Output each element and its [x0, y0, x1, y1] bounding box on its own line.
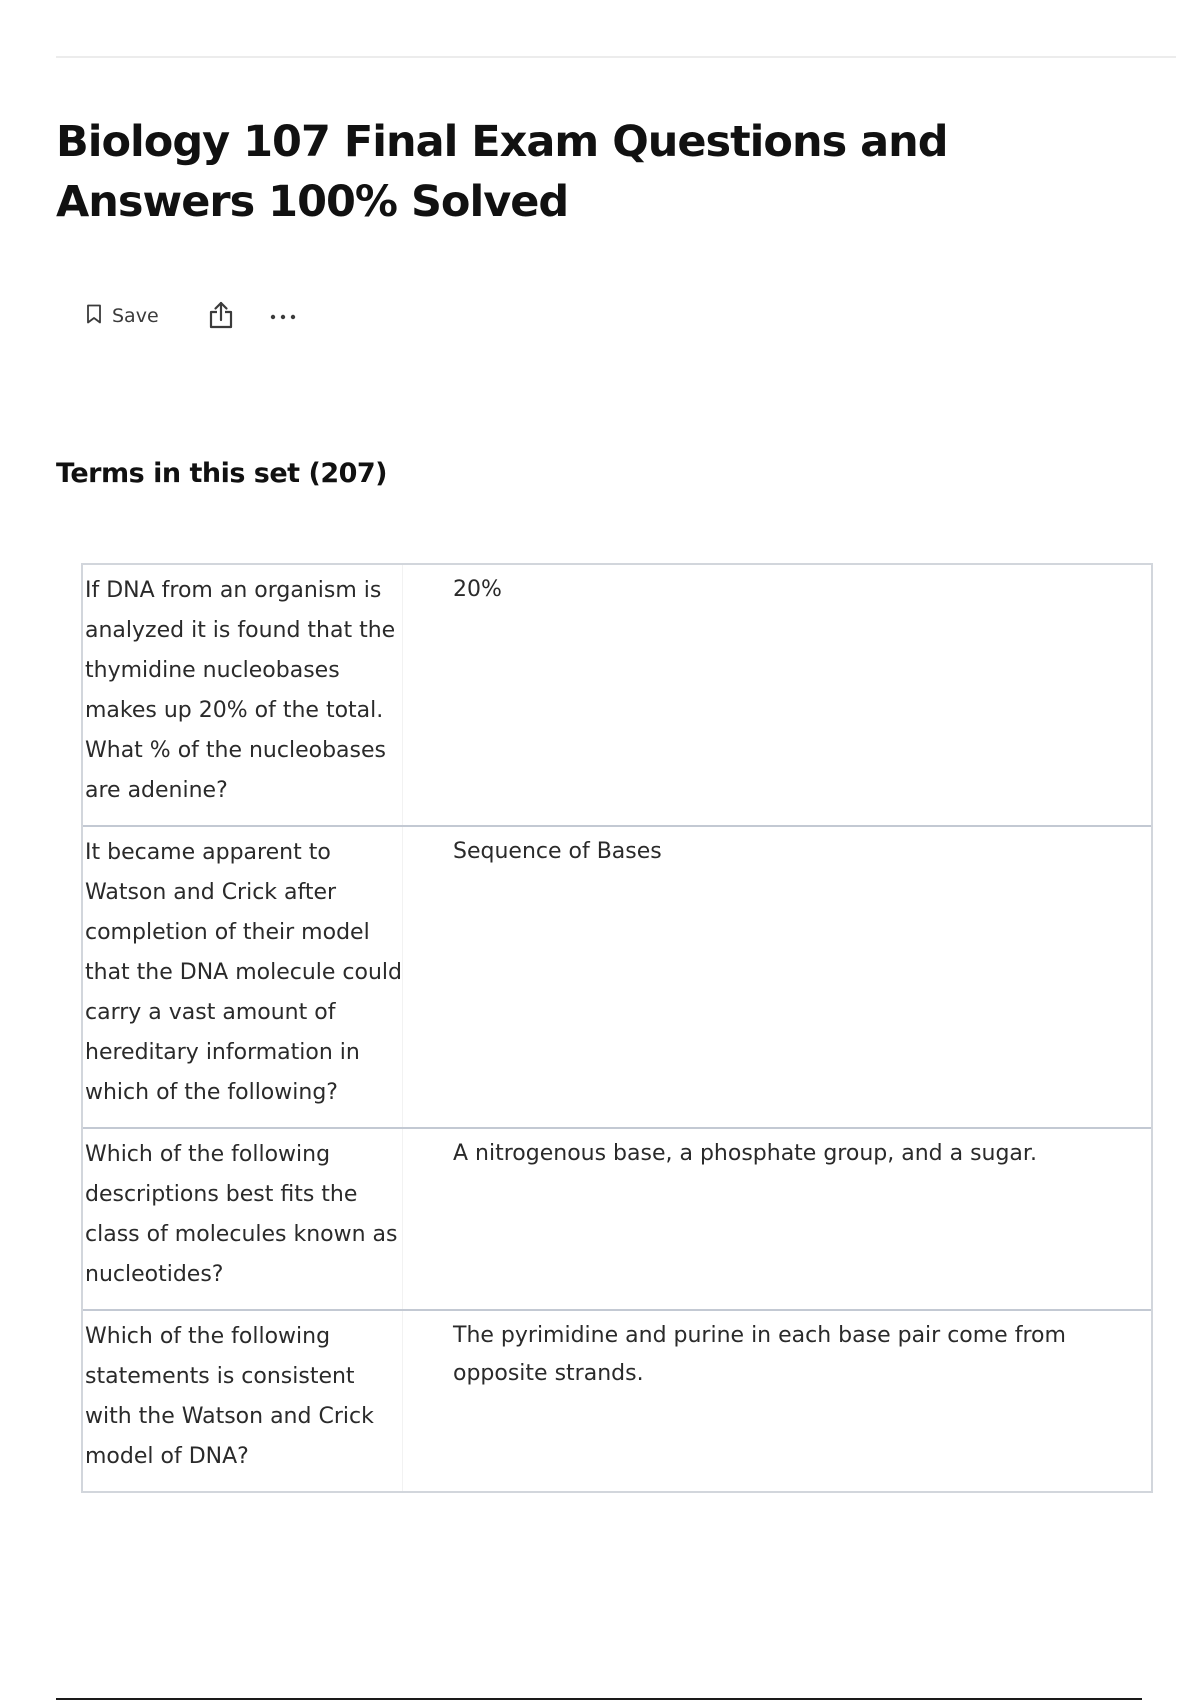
term-answer: A nitrogenous base, a phosphate group, and a sugar.	[453, 1141, 1037, 1166]
terms-table	[81, 563, 1153, 1493]
term-row	[83, 825, 1151, 1127]
term-answer: 20%	[453, 577, 502, 602]
top-divider	[56, 56, 1176, 58]
page-title: Biology 107 Final Exam Questions and Answers 100% Solved	[56, 117, 948, 227]
more-options-button[interactable]	[261, 296, 305, 336]
term-row	[83, 565, 1151, 825]
term-answer: The pyrimidine and purine in each base pair come from opposite strands.	[453, 1323, 1066, 1386]
term-question: If DNA from an organism is analyzed it is found that the thymidine nucleobases makes up 20% of the total. What % of the nucleobases are adenine?	[83, 565, 403, 825]
term-row	[83, 1127, 1151, 1309]
term-row	[83, 1309, 1151, 1491]
term-question: Which of the following descriptions best fits the class of molecules known as nucleotides?	[83, 1129, 403, 1309]
term-answer: Sequence of Bases	[453, 839, 662, 864]
terms-heading: Terms in this set (207)	[56, 458, 388, 489]
more-icon	[269, 309, 297, 324]
bookmark-icon	[86, 304, 102, 329]
toolbar	[76, 296, 305, 336]
term-question: It became apparent to Watson and Crick after completion of their model that the DNA molecule could carry a vast amount of hereditary information in which of the following?	[83, 827, 403, 1127]
term-question: Which of the following statements is consistent with the Watson and Crick model of DNA?	[83, 1311, 403, 1491]
share-icon	[208, 300, 234, 333]
save-label: Save	[112, 305, 159, 327]
share-button[interactable]	[199, 296, 243, 336]
save-button[interactable]	[76, 296, 169, 336]
